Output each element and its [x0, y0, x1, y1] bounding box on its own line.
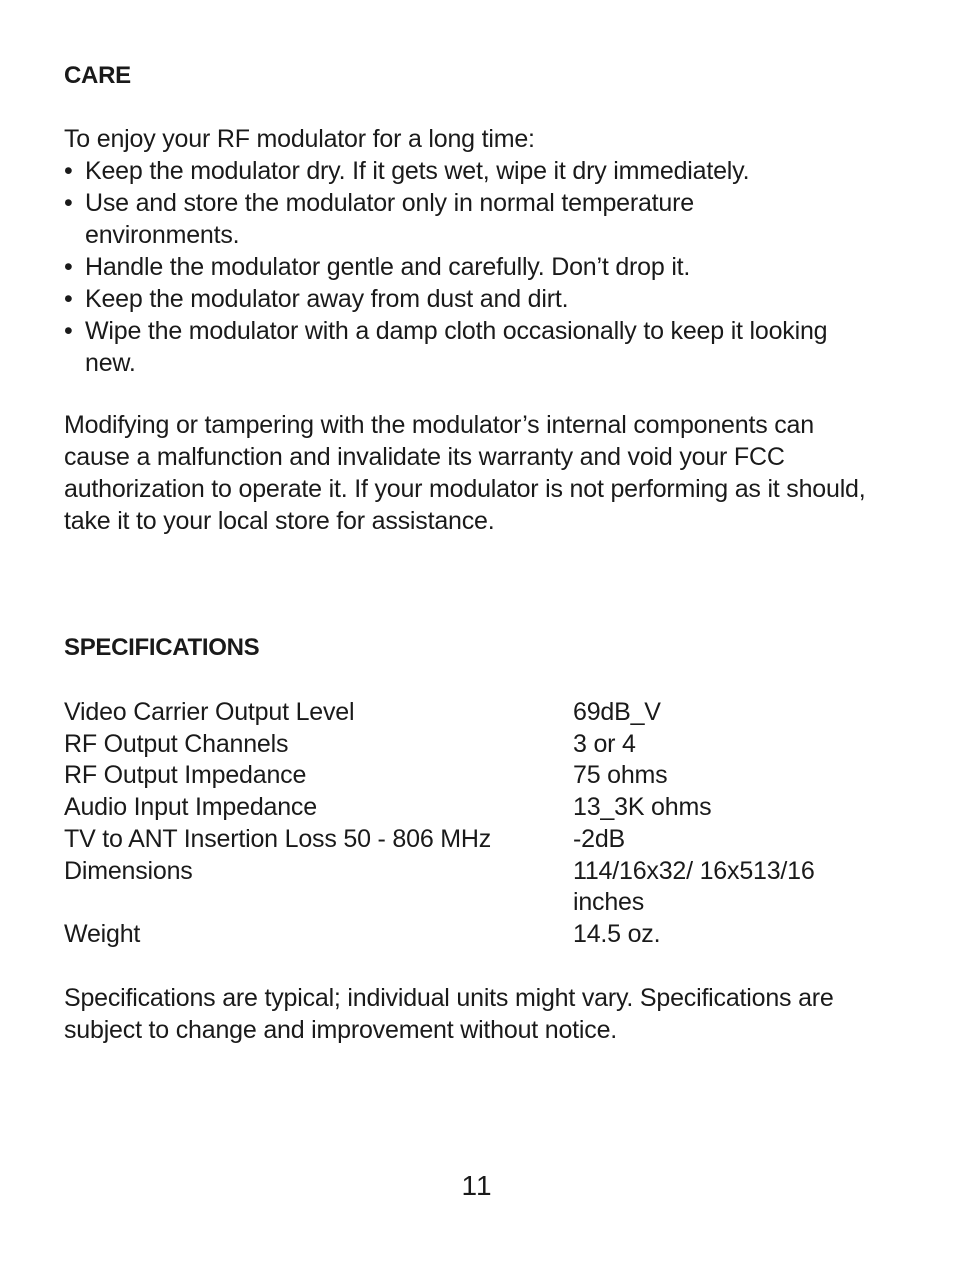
care-bullet-item: • Handle the modulator gentle and carefully. Don’t drop it.: [64, 253, 691, 281]
specifications-heading: SPECIFICATIONS: [64, 634, 260, 661]
spec-label: TV to ANT Insertion Loss 50 - 806 MHz: [64, 824, 492, 853]
spec-value: 13_3K ohms: [573, 793, 712, 822]
spec-label: RF Output Channels: [64, 729, 289, 758]
care-intro: To enjoy your RF modulator for a long time:: [64, 125, 535, 153]
spec-value: 69dB_V: [573, 698, 661, 726]
spec-value: 75 ohms: [573, 761, 668, 790]
table-row: [64, 919, 873, 951]
care-heading: CARE: [64, 62, 131, 89]
spec-value: 3 or 4: [573, 729, 636, 758]
table-row: [64, 697, 873, 729]
care-bullet-list: [64, 155, 894, 379]
spec-label: RF Output Impedance: [64, 761, 307, 790]
page-number: 11: [461, 1170, 493, 1201]
table-row: [64, 792, 873, 824]
care-bullet-item: • Wipe the modulator with a damp cloth occasionally to keep it looking new.: [64, 317, 828, 377]
table-row: [64, 856, 873, 919]
bullet-dot-icon: •: [64, 253, 73, 281]
bullet-dot-icon: •: [64, 285, 73, 313]
spec-label: Dimensions: [64, 856, 193, 885]
bullet-dot-icon: •: [64, 317, 73, 345]
table-row: [64, 760, 873, 792]
care-warning-paragraph: Modifying or tampering with the modulator’s internal components can cause a malfunction and invalidate its warranty and void your FCC authorization to operate it. If your modulator is not performing as it should, take it to your local store for assistance.: [64, 411, 866, 535]
bullet-dot-icon: •: [64, 157, 73, 185]
table-row: [64, 729, 873, 761]
care-bullet-item: • Keep the modulator dry. If it gets wet, wipe it dry immediately.: [64, 157, 750, 185]
table-row: [64, 824, 873, 856]
specifications-note: Specifications are typical; individual units might vary. Specifications are subject to change and improvement without notice.: [64, 984, 834, 1044]
spec-label: Weight: [64, 919, 141, 948]
care-bullet-item: • Keep the modulator away from dust and dirt.: [64, 285, 569, 313]
spec-value: 114/16x32/ 16x513/16 inches: [573, 856, 815, 917]
specifications-table: [64, 697, 873, 951]
spec-label: Audio Input Impedance: [64, 793, 317, 822]
spec-value: 14.5 oz.: [573, 919, 661, 948]
spec-label: Video Carrier Output Level: [64, 698, 355, 726]
spec-value: -2dB: [573, 824, 626, 853]
care-bullet-item: • Use and store the modulator only in normal temperature environments.: [64, 189, 694, 249]
bullet-dot-icon: •: [64, 189, 73, 217]
